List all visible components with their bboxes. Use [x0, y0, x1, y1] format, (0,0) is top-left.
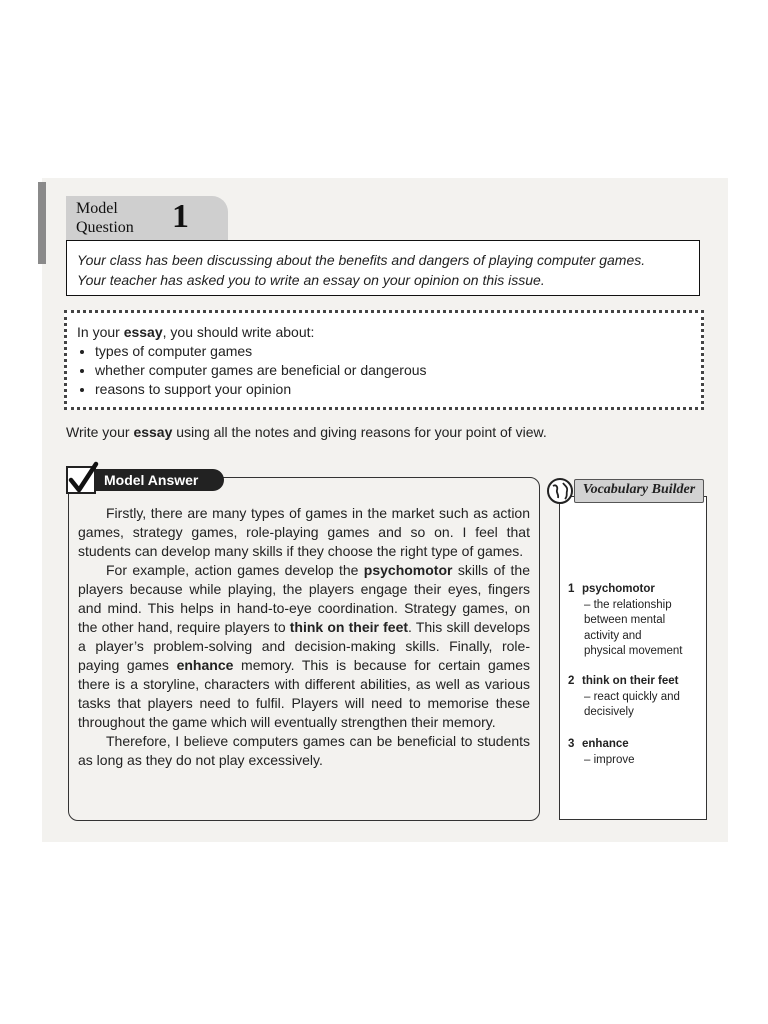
vocab-item: 2 think on their feet – react quickly and decisively: [568, 675, 680, 718]
vocab-item: 3 enhance – improve: [568, 738, 635, 766]
notes-intro: In your essay, you should write about:: [77, 324, 315, 340]
essay-instruction: Write your essay using all the notes and giving reasons for your point of view.: [66, 424, 547, 440]
vocabulary-builder-title: Vocabulary Builder: [574, 479, 704, 503]
answer-paragraph-2: For example, action games develop the psychomotor skills of the players because while playing, the players engage their eyes, fingers and mind. This helps in hand-to-eye coordination. Strategy games, on the other hand, require players to think on their feet. This skill develops a player’s problem-solving and decision-making skills. Finally, role-paying games enhance memory. This is because for certain games there is a storyline, characters with different abilities, as well as various tasks that players need to fulfil. Players will need to memorise these throughout the game which will eventually strengthen their memory.: [78, 562, 531, 730]
prompt-line-2: Your teacher has asked you to write an essay on your opinion on this issue.: [77, 272, 545, 288]
notes-item: • whether computer games are beneficial or dangerous: [95, 361, 691, 380]
notes-item: • reasons to support your opinion: [95, 380, 691, 399]
essay-notes-box: [64, 310, 704, 410]
checkmark-icon: [66, 466, 96, 494]
prompt-line-1: Your class has been discussing about the benefits and dangers of playing computer games.: [77, 252, 646, 268]
answer-paragraph-3: Therefore, I believe computers games can be beneficial to students as long as they do not play excessively.: [78, 733, 530, 768]
globe-icon: [546, 477, 574, 505]
page-edge-shadow: [38, 182, 46, 264]
model-question-label: Model Question: [76, 200, 134, 236]
answer-paragraph-1: Firstly, there are many types of games in the market such as action games, strategy games, role-playing games and so on. I feel that students can develop many skills if they choose the right type of games.: [78, 505, 530, 559]
notes-list: [77, 342, 691, 399]
notes-item: • types of computer games: [95, 342, 691, 361]
vocab-item: 1 psychomotor – the relationship between mental activity and physical movement: [568, 583, 683, 657]
question-prompt-box: [66, 240, 700, 296]
model-answer-title: Model Answer: [96, 469, 224, 491]
model-answer-text: [78, 504, 530, 770]
model-question-number: 1: [172, 198, 189, 235]
